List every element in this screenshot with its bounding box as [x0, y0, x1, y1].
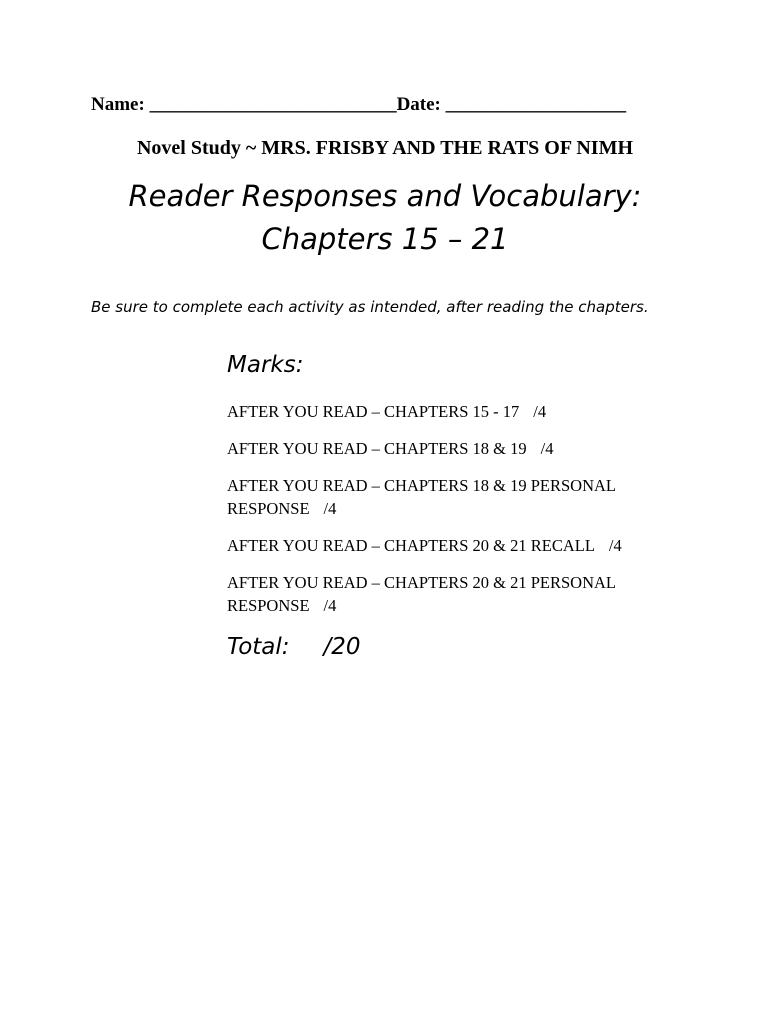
total-line	[227, 634, 361, 660]
mark-item-label: AFTER YOU READ – CHAPTERS 18 & 19	[227, 439, 527, 458]
name-label: Name:	[91, 94, 145, 115]
instructions-text: Be sure to complete each activity as intended, after reading the chapters.	[91, 298, 649, 316]
mark-item-label: AFTER YOU READ – CHAPTERS 15 - 17	[227, 402, 520, 421]
mark-item-score: /4	[323, 596, 337, 615]
novel-study-subtitle: Novel Study ~ MRS. FRISBY AND THE RATS OF NIMH	[136, 137, 633, 159]
mark-item-score: /4	[608, 536, 622, 555]
mark-item-label: AFTER YOU READ – CHAPTERS 20 & 21 PERSONAL RESPONSE	[227, 573, 616, 615]
mark-item-label: AFTER YOU READ – CHAPTERS 20 & 21 RECALL	[227, 536, 595, 555]
date-label: Date:	[396, 94, 441, 115]
mark-item	[227, 400, 667, 423]
marks-heading: Marks:	[227, 352, 304, 378]
marks-list	[227, 400, 667, 631]
total-label: Total:	[227, 634, 290, 660]
name-blank: __________________________	[149, 94, 397, 115]
mark-item	[227, 474, 667, 520]
total-score: /20	[323, 634, 361, 660]
mark-item	[227, 571, 667, 617]
page-title-line-1: Reader Responses and Vocabulary:	[128, 179, 642, 213]
date-blank: ___________________	[445, 94, 627, 115]
name-date-line	[91, 94, 626, 116]
page-title-line-2: Chapters 15 – 21	[261, 222, 509, 256]
mark-item-score: /4	[323, 499, 337, 518]
mark-item	[227, 534, 667, 557]
mark-item-label: AFTER YOU READ – CHAPTERS 18 & 19 PERSONAL RESPONSE	[227, 476, 616, 518]
mark-item-score: /4	[533, 402, 547, 421]
mark-item	[227, 437, 667, 460]
mark-item-score: /4	[540, 439, 554, 458]
